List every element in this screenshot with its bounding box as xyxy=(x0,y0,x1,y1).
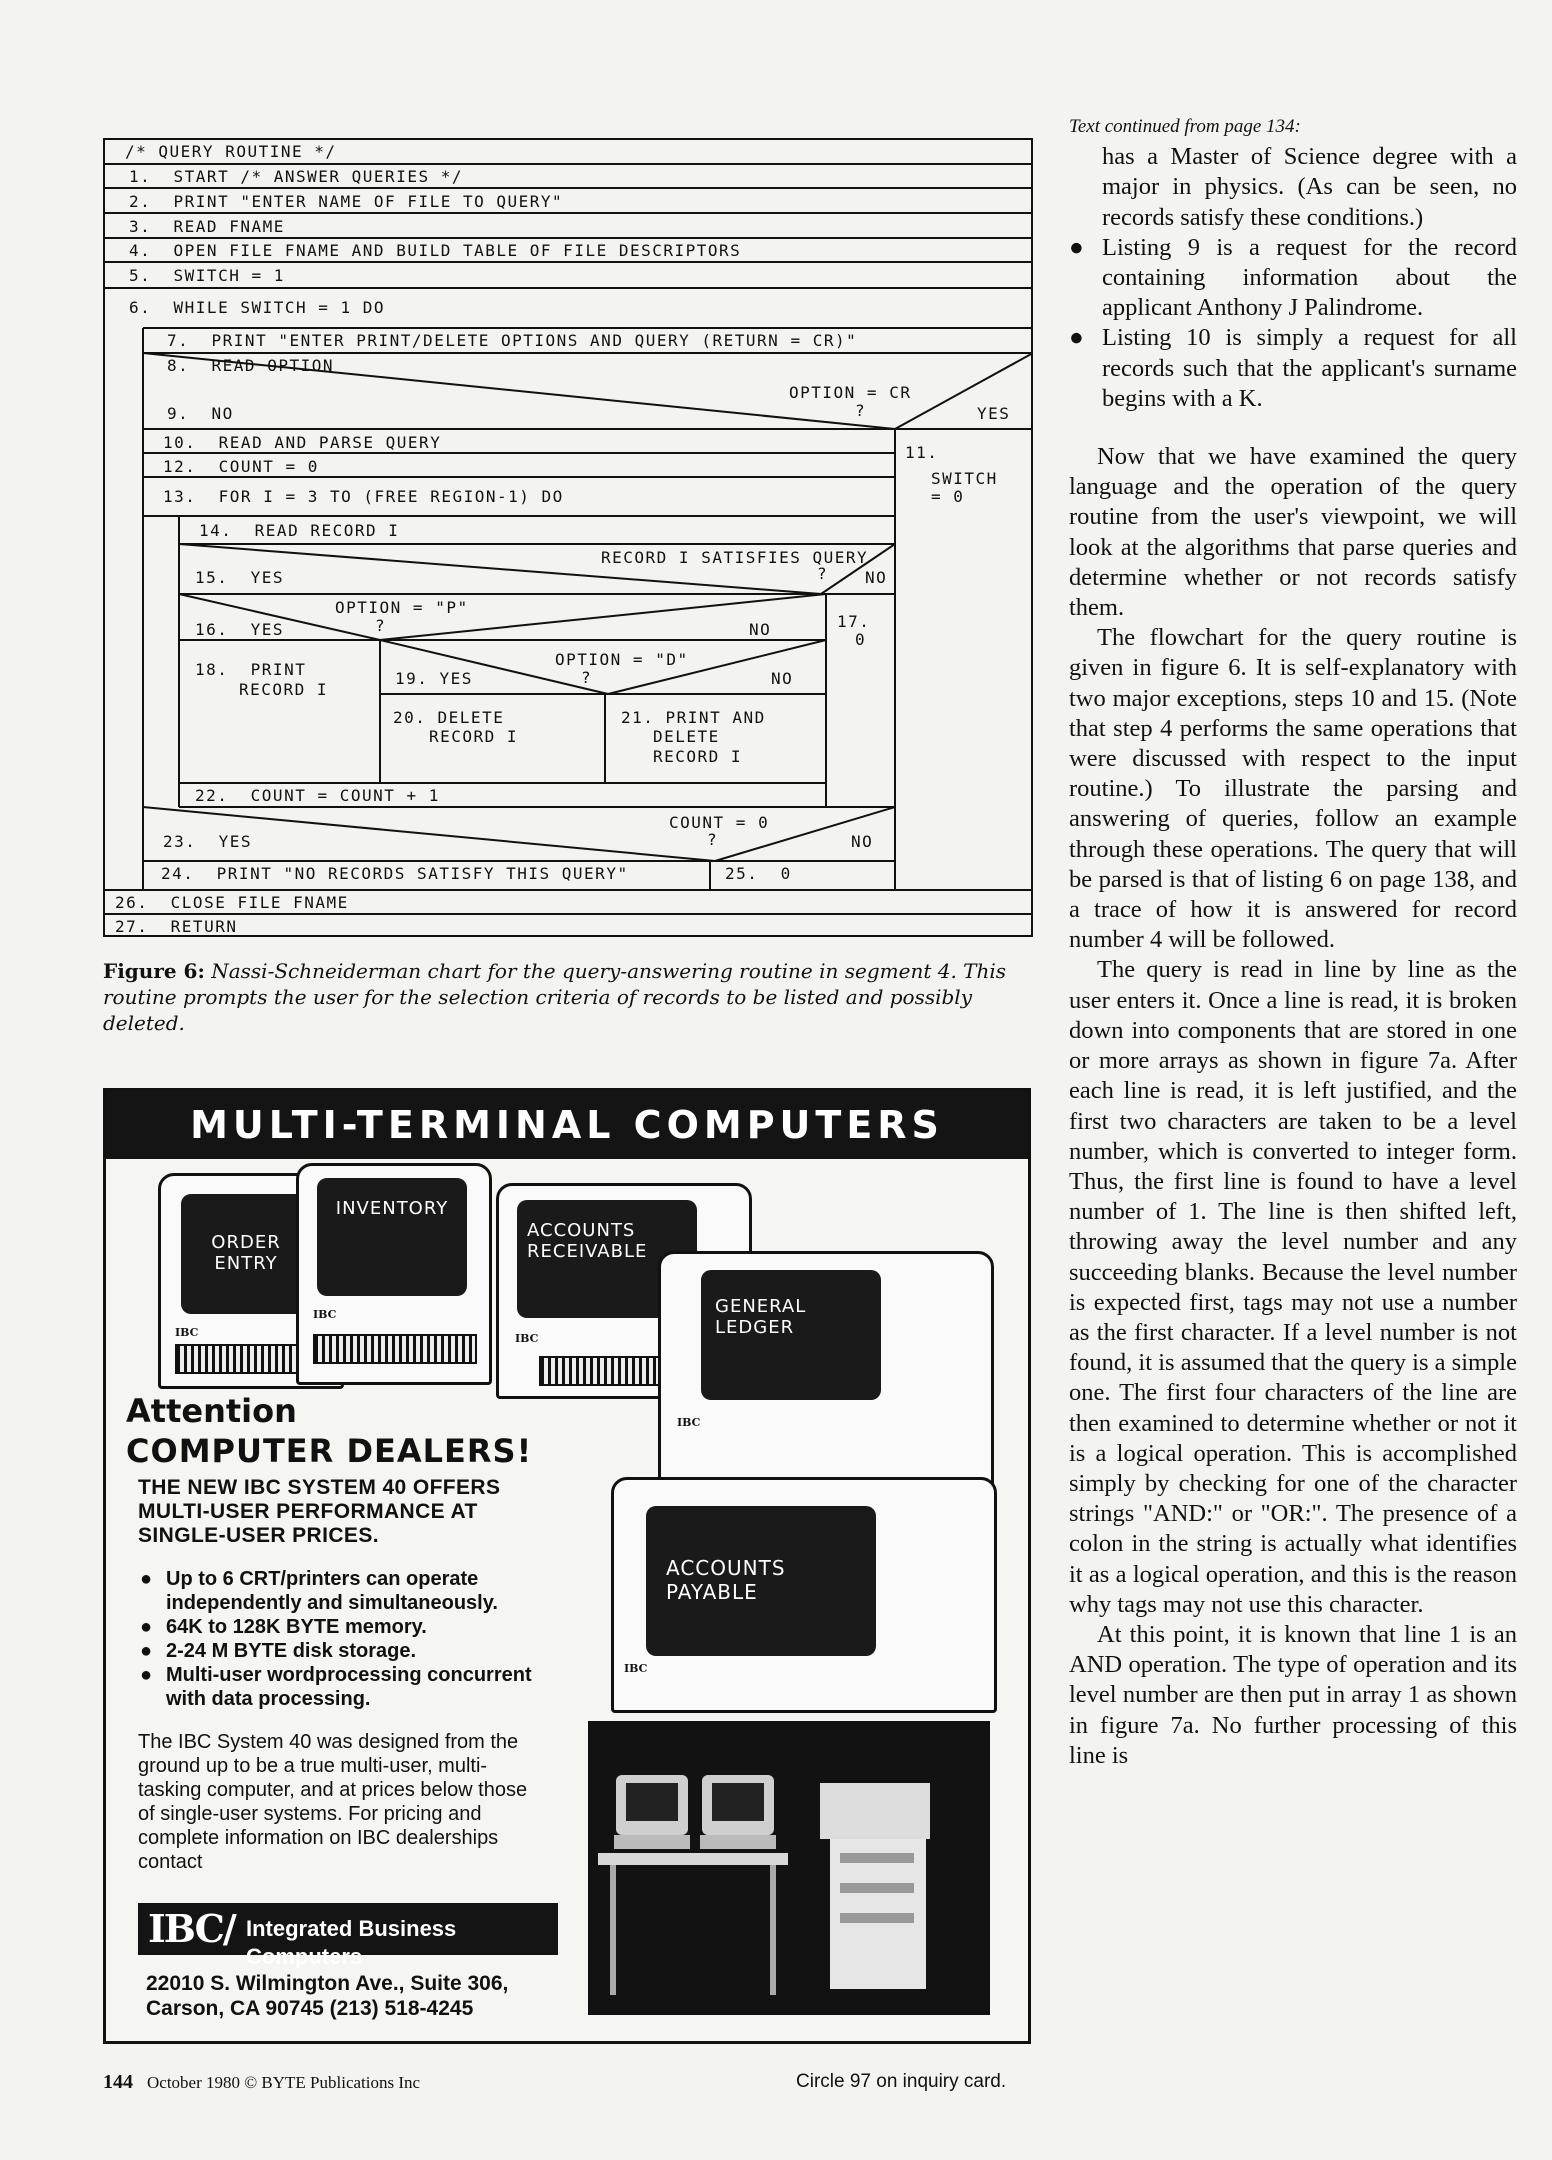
ad-description: The IBC System 40 was designed from the ground up to be a true multi-user, multi-tasking computer, and at prices below those of single-user systems. For pricing and complete information on IBC dealerships contact xyxy=(138,1731,528,1873)
terminal-inventory xyxy=(296,1163,492,1385)
ns-step-25: 25. 0 xyxy=(725,864,792,883)
ns-step-7: 7. PRINT "ENTER PRINT/DELETE OPTIONS AND QUERY (RETURN = CR)" xyxy=(167,331,858,350)
ibc-badge: IBC xyxy=(624,1662,648,1675)
ns-step-11-val: = 0 xyxy=(931,487,965,506)
attention-line-1: Attention xyxy=(126,1392,297,1430)
ns-decision-4-no: NO xyxy=(771,669,794,688)
ns-decision-5-mark: ? xyxy=(707,830,719,849)
ns-decision-1: OPTION = CR xyxy=(789,383,912,402)
ibc-logo-mark: IBC/ xyxy=(148,1906,235,1951)
ibc-advertisement xyxy=(103,1088,1031,2044)
inquiry-note: Circle 97 on inquiry card. xyxy=(796,2071,1007,2092)
ns-decision-2-mark: ? xyxy=(817,564,829,583)
ns-chart xyxy=(103,138,1033,938)
ad-address xyxy=(146,1971,508,2021)
terminal-screen: GENERAL LEDGER xyxy=(701,1270,881,1400)
ns-step-6: 6. WHILE SWITCH = 1 DO xyxy=(129,298,386,317)
bullet-dot-icon: ● xyxy=(140,1616,153,1638)
continued-note: Text continued from page 134: xyxy=(1069,116,1301,137)
terminal-screen: INVENTORY xyxy=(317,1178,467,1296)
bullet-dot-icon: ● xyxy=(140,1568,153,1590)
terminal-screen: ACCOUNTS PAYABLE xyxy=(646,1506,876,1656)
article-para-3: The query is read in line by line as the user enters it. Once a line is read, it is broken down into components that are stored in one or more arrays as shown in figure 7a. After each line is read, it is left justified, and the first two characters are taken to be a level number, which is converted to integer form. Thus, the first line is found to have a level number of 1. The line is then shifted left, throwing away the level number and any succeeding blanks. Because the level number is expected first, tags may not use a number as the first character. If a level number is not found, it is assumed that the query is a simple one. The first four characters of the line are then examined to determine whether or not it is a logical operation. This is accomplished simply by checking for one of the character strings "AND:" or "OR:". The presence of a colon in the string is actually what identifies it as a logical operation, and this is the reason why tags may not use this character. xyxy=(1069,956,1517,1618)
ns-step-18-a: 18. PRINT xyxy=(195,660,307,679)
article-para-2: The flowchart for the query routine is given in figure 6. It is self-explanatory with two major exceptions, steps 10 and 15. (Note that step 4 performs the same operations that were discussed with respect to the input routine.) To illustrate the parsing and answering of queries, follow an example through these operations. The query that will be parsed is that of listing 6 on page 138, and a trace of how it is answered for record number 4 will be followed. xyxy=(1069,624,1517,954)
terminal-accounts-payable xyxy=(611,1477,997,1713)
ns-step-22: 22. COUNT = COUNT + 1 xyxy=(195,786,440,805)
bullet-dot-icon: ● xyxy=(140,1664,153,1686)
ns-step-14: 14. READ RECORD I xyxy=(199,521,400,540)
ns-step-23: 23. YES xyxy=(163,832,253,851)
ns-decision-4-mark: ? xyxy=(581,668,593,687)
ns-step-17-num: 17. xyxy=(837,612,871,631)
ns-decision-3-mark: ? xyxy=(375,616,387,635)
ns-header: /* QUERY ROUTINE */ xyxy=(125,142,337,161)
bullet-dot-icon: ● xyxy=(1069,324,1084,352)
list-item: ● 2-24 M BYTE disk storage. xyxy=(140,1640,417,1662)
ns-step-1: 1. START /* ANSWER QUERIES */ xyxy=(129,167,463,186)
bullet-item-listing-10 xyxy=(1069,323,1517,414)
ns-step-18-b: RECORD I xyxy=(239,680,329,699)
bullet-dot-icon: ● xyxy=(1069,233,1084,261)
ns-step-3: 3. READ FNAME xyxy=(129,217,285,236)
figure-caption xyxy=(103,958,1033,1036)
ns-step-16: 16. YES xyxy=(195,620,285,639)
ns-step-24: 24. PRINT "NO RECORDS SATISFY THIS QUERY" xyxy=(161,864,629,883)
attention-heading xyxy=(126,1391,532,1471)
ibc-logo xyxy=(138,1903,558,1969)
ns-decision-1-mark: ? xyxy=(855,401,867,420)
bullet-item-listing-9 xyxy=(1069,233,1517,324)
article-para-0: has a Master of Science degree with a major in physics. (As can be seen, no records satisfy these conditions.) xyxy=(1102,143,1517,231)
ns-step-26: 26. CLOSE FILE FNAME xyxy=(115,893,349,912)
attention-line-2: COMPUTER DEALERS! xyxy=(126,1432,533,1470)
ns-step-17-val: 0 xyxy=(855,630,867,649)
ns-step-9: 9. NO xyxy=(167,404,234,423)
terminal-screen: ACCOUNTS RECEIVABLE xyxy=(517,1200,697,1318)
ibc-badge: IBC xyxy=(313,1308,337,1321)
ad-pitch: THE NEW IBC SYSTEM 40 OFFERS MULTI-USER PERFORMANCE AT SINGLE-USER PRICES. xyxy=(138,1476,501,1547)
ns-step-4: 4. OPEN FILE FNAME AND BUILD TABLE OF FILE DESCRIPTORS xyxy=(129,241,742,260)
photo-graphic xyxy=(590,1723,984,2009)
ibc-badge: IBC xyxy=(175,1326,199,1339)
list-item: ● Up to 6 CRT/printers can operate independently and simultaneously. xyxy=(140,1568,498,1614)
system-photo xyxy=(588,1721,990,2015)
ns-decision-5-no: NO xyxy=(851,832,874,851)
list-item: ● Multi-user wordprocessing concurrent with data processing. xyxy=(140,1664,532,1710)
ns-decision-3: OPTION = "P" xyxy=(335,598,469,617)
ns-step-15: 15. YES xyxy=(195,568,285,587)
ns-decision-2: RECORD I SATISFIES QUERY xyxy=(601,548,869,567)
keyboard-graphic xyxy=(313,1334,477,1364)
bullet-dot-icon: ● xyxy=(140,1640,153,1662)
ns-step-12: 12. COUNT = 0 xyxy=(163,457,319,476)
ns-step-19: 19. YES xyxy=(395,669,473,688)
ns-step-21-c: RECORD I xyxy=(653,747,743,766)
ns-decision-3-no: NO xyxy=(749,620,772,639)
article-column xyxy=(1069,112,1517,1771)
address-line-2: Carson, CA 90745 (213) 518-4245 xyxy=(146,1997,474,2020)
ad-feature-list xyxy=(138,1567,568,1711)
ns-decision-5: COUNT = 0 xyxy=(669,813,770,832)
ns-step-20-a: 20. DELETE xyxy=(393,708,505,727)
ns-decision-2-no: NO xyxy=(865,568,888,587)
ibc-badge: IBC xyxy=(515,1332,539,1345)
figure-caption-text: Nassi-Schneiderman chart for the query-answering routine in segment 4. This routine prompts the user for the selection criteria of records to be listed and possibly deleted. xyxy=(103,959,1007,1035)
page-footer xyxy=(103,2071,420,2094)
terminal-screen: ORDER ENTRY xyxy=(181,1194,311,1314)
ns-step-11-var: SWITCH xyxy=(931,469,998,488)
figure-label: Figure 6: xyxy=(103,959,205,983)
ns-step-2: 2. PRINT "ENTER NAME OF FILE TO QUERY" xyxy=(129,192,564,211)
ns-step-21-a: 21. PRINT AND xyxy=(621,708,766,727)
ns-decision-4: OPTION = "D" xyxy=(555,650,689,669)
ad-headline: MULTI-TERMINAL COMPUTERS xyxy=(106,1091,1028,1159)
ns-step-8: 8. READ OPTION xyxy=(167,356,334,375)
ns-step-27: 27. RETURN xyxy=(115,917,238,936)
ns-decision-1-yes: YES xyxy=(977,404,1011,423)
bullet-text: Listing 10 is simply a request for all records such that the applicant's surname begins with a K. xyxy=(1102,324,1517,412)
list-item: ● 64K to 128K BYTE memory. xyxy=(140,1616,427,1638)
ns-step-10: 10. READ AND PARSE QUERY xyxy=(163,433,442,452)
ibc-logo-name: Integrated Business Computers xyxy=(246,1916,457,1969)
article-para-1: Now that we have examined the query language and the operation of the query routine from the user's viewpoint, we will look at the algorithms that parse queries and determine whether or not records satisfy them. xyxy=(1069,443,1517,622)
ns-step-13: 13. FOR I = 3 TO (FREE REGION-1) DO xyxy=(163,487,564,506)
publication-line: October 1980 © BYTE Publications Inc xyxy=(147,2073,421,2092)
ns-step-20-b: RECORD I xyxy=(429,727,519,746)
ns-step-11-num: 11. xyxy=(905,443,939,462)
address-line-1: 22010 S. Wilmington Ave., Suite 306, xyxy=(146,1972,509,1995)
bullet-text: Listing 9 is a request for the record containing information about the applicant Anthony J Palindrome. xyxy=(1102,233,1517,322)
ibc-badge: IBC xyxy=(677,1416,701,1429)
ns-step-21-b: DELETE xyxy=(653,727,720,746)
terminal-general-ledger xyxy=(658,1251,994,1497)
page-number: 144 xyxy=(103,2071,133,2093)
ns-step-5: 5. SWITCH = 1 xyxy=(129,266,285,285)
article-para-4: At this point, it is known that line 1 is an AND operation. The type of operation and its level number are then put in array 1 as shown in figure 7a. No further processing of this line is xyxy=(1069,1620,1517,1769)
